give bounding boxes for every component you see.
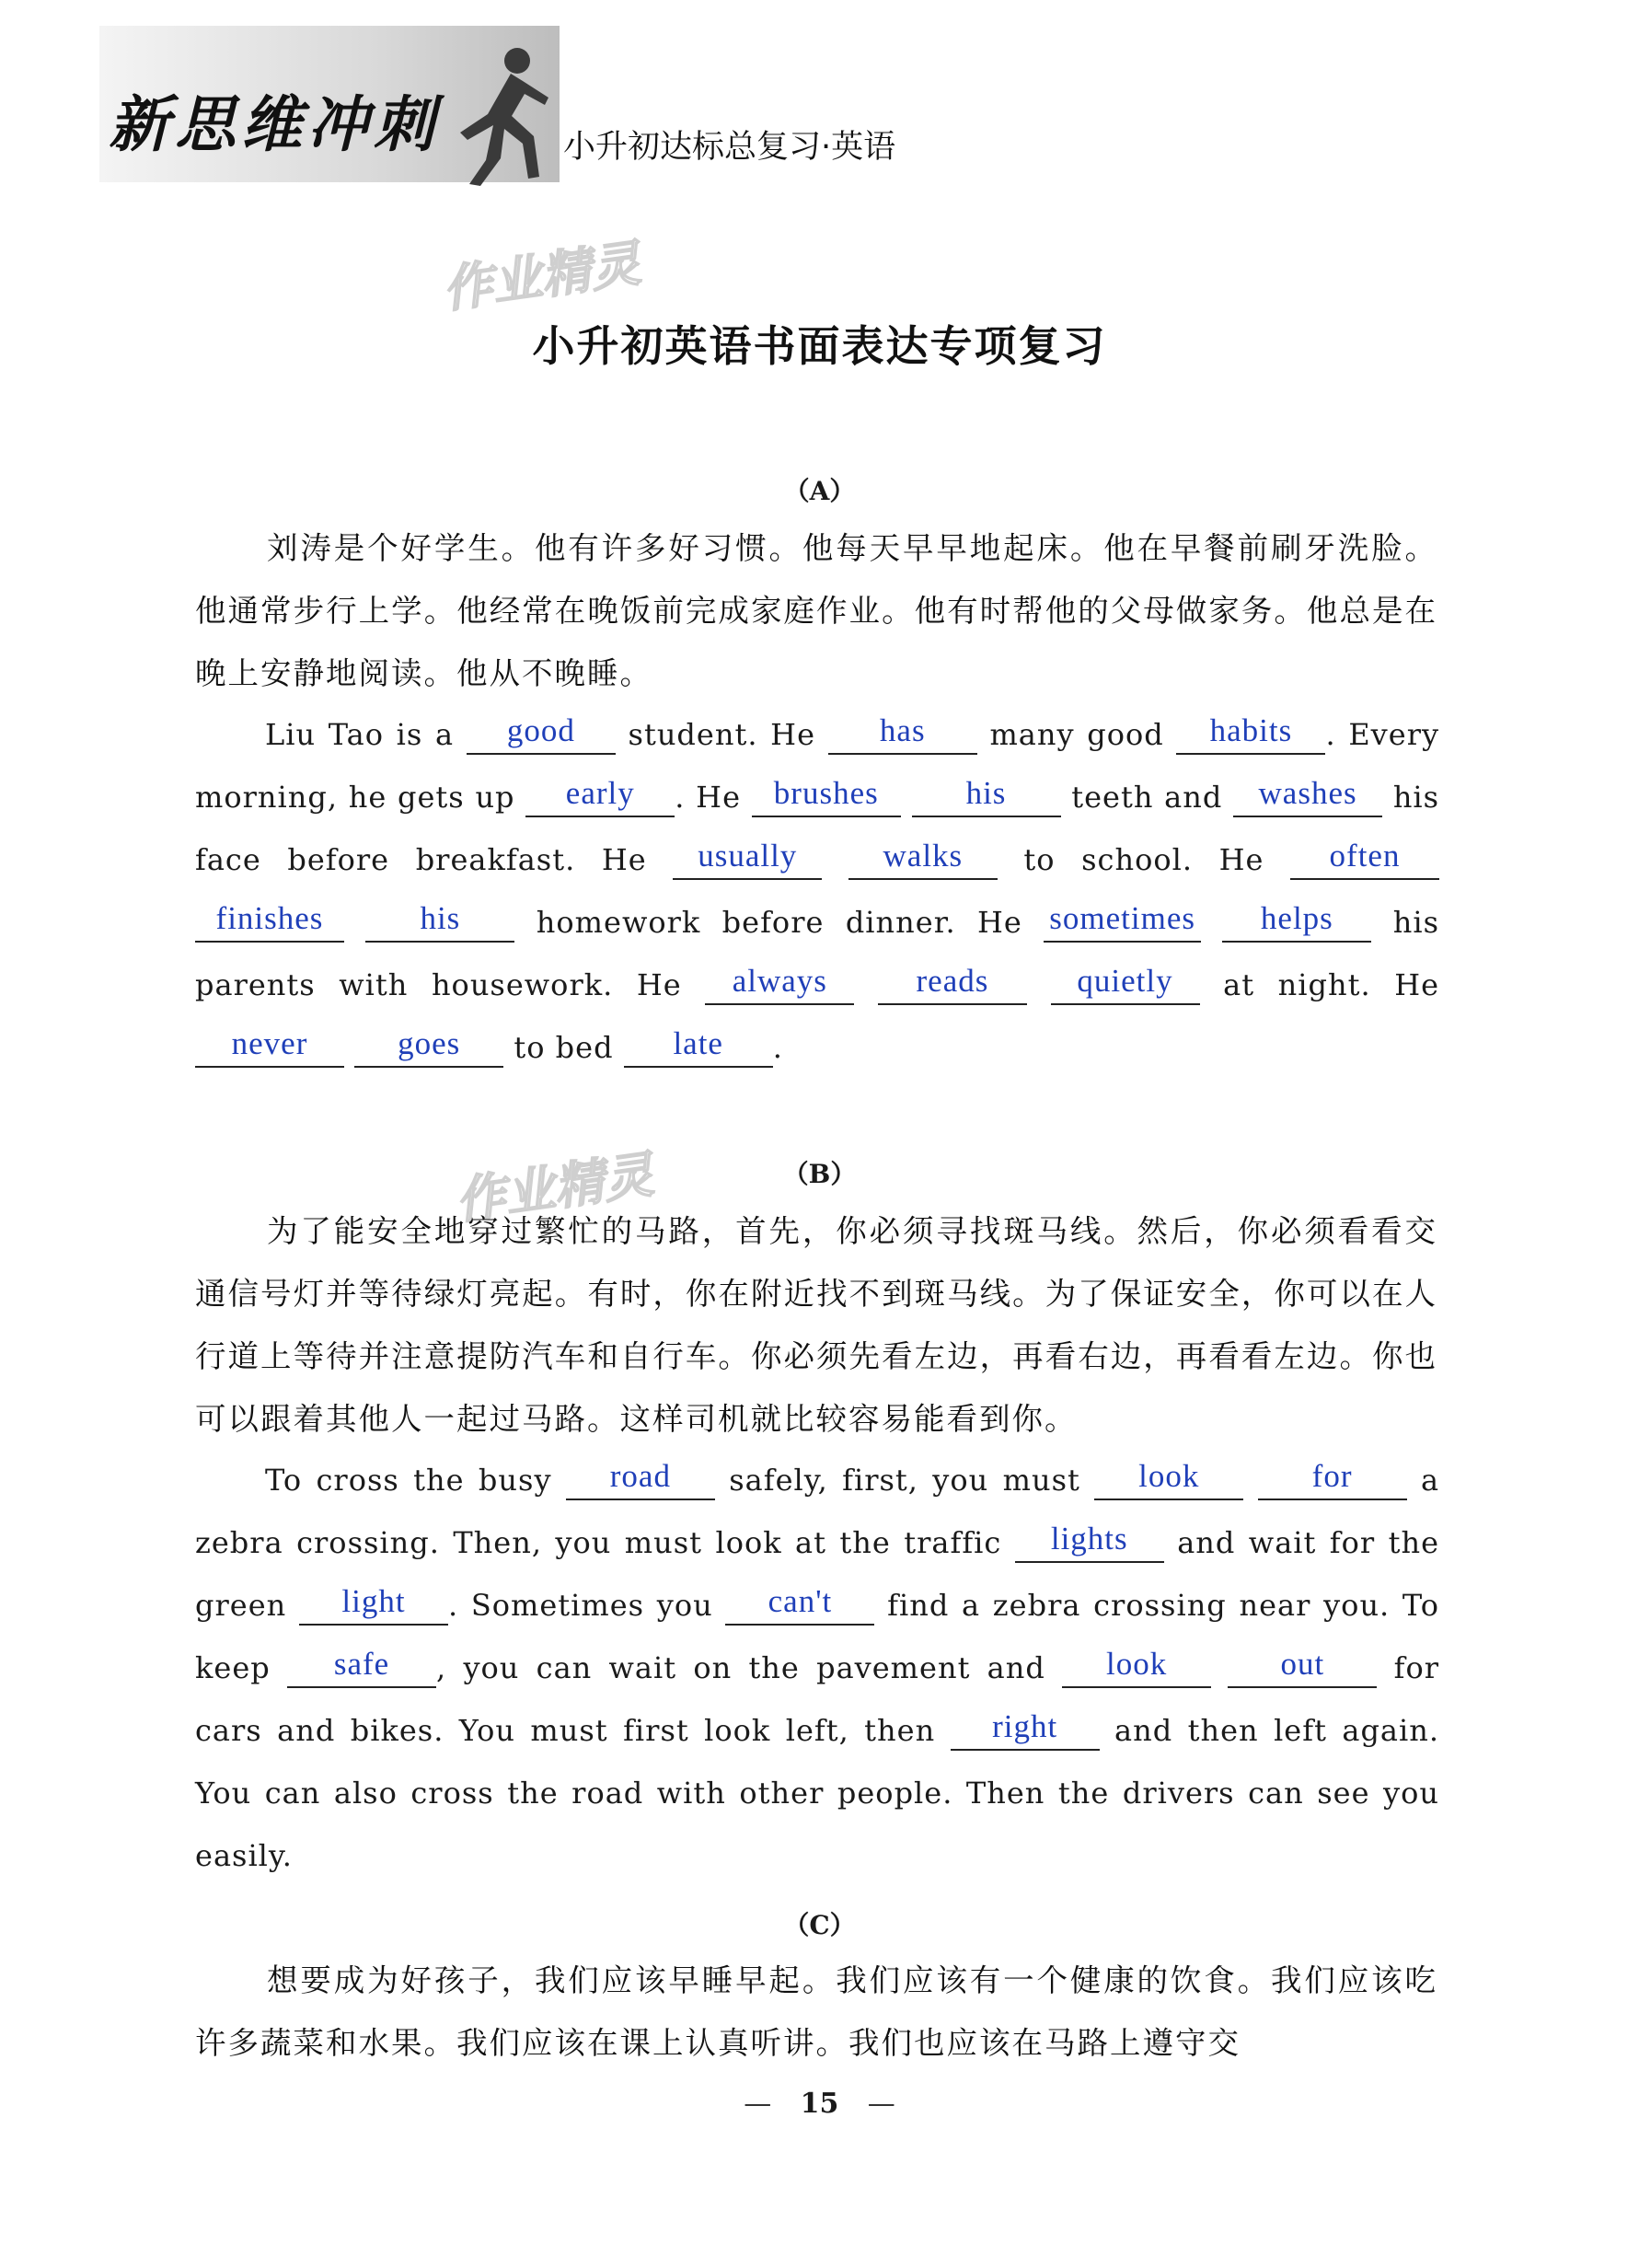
answer-text: late (673, 1025, 723, 1061)
answer-text: goes (398, 1025, 461, 1061)
answer-blank (752, 775, 901, 817)
section-b-chinese-text: 为了能安全地穿过繁忙的马路，首先，你必须寻找斑马线。然后，你必须看看交通信号灯并等待绿灯亮起。有时，你在附近找不到斑马线。为了保证安全，你可以在人行道上等待并注意提防汽车和自行车。你必须先看左边，再看右边，再看看左边。你也可以跟着其他人一起过马路。这样司机就比较容易能看到你。 (195, 1213, 1437, 1437)
answer-text: never (231, 1025, 308, 1061)
watermark: 作业精灵 (452, 1145, 657, 1231)
answer-blank (525, 775, 675, 817)
answer-text: usually (698, 838, 798, 874)
answer-text: reads (916, 963, 989, 999)
answer-text: often (1329, 838, 1401, 874)
answer-blank (828, 712, 977, 755)
section-c-label: （C） (783, 1910, 856, 1940)
answer-text: light (341, 1583, 406, 1619)
section-c-chinese (195, 1950, 1437, 2075)
answer-text: walks (883, 838, 964, 874)
answer-text: look (1138, 1458, 1200, 1494)
answer-blank (354, 1025, 503, 1068)
answer-text: brushes (773, 775, 879, 811)
answer-text: good (506, 712, 575, 748)
section-a-english (195, 703, 1439, 1079)
answer-blank (878, 963, 1027, 1005)
answer-text: finishes (215, 900, 324, 936)
answer-text: early (565, 775, 635, 811)
answer-text: habits (1209, 712, 1293, 748)
answer-text: for (1311, 1458, 1353, 1494)
answer-blank (566, 1458, 715, 1500)
answer-blank (848, 838, 998, 880)
answer-text: can't (768, 1583, 833, 1619)
answer-text: safe (333, 1646, 390, 1682)
answer-blank (195, 900, 344, 943)
runner-icon (433, 40, 552, 188)
section-a-chinese-text: 刘涛是个好学生。他有许多好习惯。他每天早早地起床。他在早餐前刷牙洗脸。他通常步行上学。他经常在晚饭前完成家庭作业。他有时帮他的父母做家务。他总是在晚上安静地阅读。他从不晚睡。 (195, 530, 1437, 691)
section-b-exercise: To cross the busy road safely, first, you must look for a zebra crossing. Then, you must look at the traffic lights and wait for the green light . Sometimes you can't find a zebra crossing near you. To keep safe , you can wait on the pavement and look out for cars and bikes. You must first look left, then right and then left again. You can also cross the road with other people. Then the drivers can see you easily. (195, 1458, 1440, 1873)
watermark: 作业精灵 (439, 234, 644, 319)
answer-blank (1094, 1458, 1243, 1500)
answer-text: washes (1258, 775, 1357, 811)
answer-blank (287, 1646, 436, 1688)
book-subtitle: 小升初达标总复习·英语 (563, 129, 896, 166)
section-b-chinese (195, 1200, 1437, 1451)
answer-blank (725, 1583, 874, 1626)
brand-title: 新思维冲刺 (109, 89, 440, 160)
answer-blank (365, 900, 514, 943)
answer-text: quietly (1077, 963, 1173, 999)
answer-blank (673, 838, 822, 880)
section-b-label: （B） (782, 1159, 857, 1189)
page-title: 小升初英语书面表达专项复习 (532, 321, 1107, 371)
answer-blank (1051, 963, 1200, 1005)
answer-blank (705, 963, 854, 1005)
answer-text: right (992, 1708, 1058, 1744)
answer-text: has (879, 712, 926, 748)
answer-blank (1228, 1646, 1377, 1688)
answer-blank (624, 1025, 773, 1068)
section-c-chinese-text: 想要成为好孩子，我们应该早睡早起。我们应该有一个健康的饮食。我们应该吃许多蔬菜和水果。我们应该在课上认真听讲。我们也应该在马路上遵守交 (195, 1962, 1437, 2061)
answer-blank (1176, 712, 1325, 755)
answer-text: look (1106, 1646, 1168, 1682)
answer-blank (951, 1708, 1100, 1751)
answer-blank (1044, 900, 1201, 943)
page-number (0, 2088, 1639, 2120)
answer-blank (1062, 1646, 1211, 1688)
page-number-value: 15 (800, 2088, 839, 2120)
answer-text: always (732, 963, 827, 999)
answer-text: sometimes (1049, 900, 1195, 936)
answer-blank (467, 712, 616, 755)
answer-text: lights (1050, 1521, 1128, 1556)
answer-blank (1258, 1458, 1407, 1500)
section-a-chinese (195, 517, 1437, 705)
section-a-exercise: Liu Tao is a good student. He has many good habits . Every morning, he gets up early . He brushes his teeth and washes his face before breakfast. He usually walks to school. He often finishes his homework before dinner. He sometimes helps his parents with housework. He always reads quietly at night. He never goes to bed late . (195, 703, 1439, 1079)
answer-text: his (965, 775, 1007, 811)
answer-blank (1222, 900, 1371, 943)
page-dash-left: — (744, 2088, 772, 2120)
answer-text: helps (1260, 900, 1333, 936)
answer-blank (1233, 775, 1382, 817)
answer-blank (299, 1583, 448, 1626)
answer-text: road (609, 1458, 671, 1494)
answer-blank (912, 775, 1061, 817)
answer-blank (195, 1025, 344, 1068)
page-dash-right: — (867, 2088, 895, 2120)
answer-blank (1290, 838, 1439, 880)
section-a-label: （A） (783, 476, 856, 506)
answer-text: out (1280, 1646, 1325, 1682)
answer-blank (1015, 1521, 1164, 1563)
section-b-english (195, 1449, 1439, 1887)
answer-text: his (420, 900, 461, 936)
